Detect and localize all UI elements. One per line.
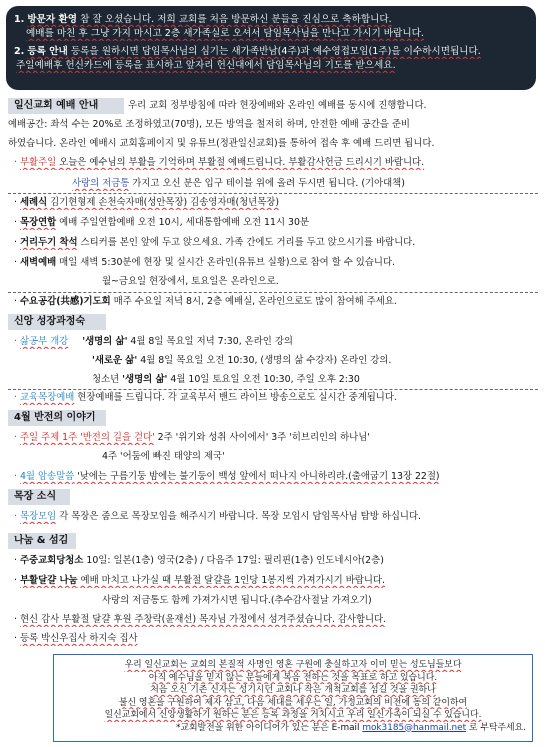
mokjang-section-header: 목장 소식 [8, 489, 70, 505]
church-vision-box [53, 654, 533, 742]
bullet: · [14, 575, 17, 586]
education-label: 교육목장예배 [19, 392, 75, 403]
bullet: · [14, 392, 17, 403]
registration-text-2: 주일예배후 헌신카드에 등록을 표시하고 앞자리 헌신대에서 담임목사님의 기도를 받으세요. [16, 60, 396, 71]
youth-label: 청소년 [92, 374, 123, 385]
offering-text: 현신 감사 부활절 달걀 후원 주창락(윤재선) 목자님 가정에서 섬겨주셨습니다. 감사합니다. [19, 614, 387, 625]
worship-intro: 우리 교회 정부방침에 따라 현장예배와 온라인 예배를 동시에 진행합니다. [128, 100, 427, 111]
dawn-prayer-text: 매일 새벽 5:30분에 현장 및 실시간 온라인(유튜브 실황)으로 참여 할 수 있습니다. [56, 257, 396, 268]
mokjang-union-notice [14, 216, 538, 230]
memory-verse-label: 4월 암송말씀 [19, 471, 75, 482]
email-line [54, 722, 532, 735]
cleaning-label: 주중교회당청소 [19, 555, 84, 566]
april-section-header: 4월 반전의 이야기 [8, 410, 106, 426]
bullet: · [14, 237, 17, 248]
memory-verse-line [14, 470, 538, 484]
bullet: · [14, 511, 17, 522]
register-line [14, 632, 538, 646]
sermon-theme-sub: 4주 '어둠에 빠진 태양의 제국' [102, 451, 225, 462]
welcome-number-1: 1. [14, 14, 25, 25]
vision-line-4: 불신 영혼을 구원하여 제자 삼고, 다음 세대를 세우는 일, 가정교회의 비전에 동의 같이하여 [118, 697, 468, 708]
wednesday-prayer-label: 수요공감(共感)기도회 [19, 296, 111, 307]
sharing-section-header: 나눔 & 섬김 [8, 533, 76, 549]
welcome-text-2: 예배를 마친 후 그냥 가지 마시고 2층 새가족실로 오셔서 담임목사님을 만나고 가시기 바랍니다. [26, 28, 424, 39]
education-notice [14, 391, 538, 405]
mokjang-union-text: 예배 주일연합예배 오전 10시, 세대통합예배 오전 11시 30분 [56, 217, 309, 228]
life-course-title: '생명의 삶' [82, 336, 128, 347]
bullet: · [14, 471, 17, 482]
easter-egg-line [14, 574, 538, 588]
new-life-course-time: 4월 8일 목요일 오전 10:30, (생명의 삶 수강자) 온라인 강의. [137, 355, 392, 366]
welcome-number-2: 2. [14, 46, 25, 57]
easter-egg-label: 부활달걀 나눔 [19, 575, 78, 586]
cleaning-line [14, 554, 538, 568]
new-life-course-title: '새로운 삶' [92, 355, 138, 366]
sermon-theme-text: 2주 '위기와 성취 사이에서' 3주 '히브리인의 하나님' [154, 432, 370, 443]
divider [8, 193, 538, 194]
vision-line-5: 일신교회에서 신앙생활하기 원하는 분은 등록 과정을 거치시고 우리 일신가족이 되실 수 있습니다. [104, 710, 482, 720]
easter-text: 오늘은 예수님의 부활을 기억하며 부활절 예배드립니다. 부활감사헌금 드리시기 바랍니다. [56, 157, 425, 168]
bullet: · [14, 157, 17, 168]
register-text: 등록 박신우집사 하지숙 집사 [19, 633, 138, 644]
youth-course-title: '생명의 삶' [122, 374, 168, 385]
vision-line-3: 처음 오신 기존 신자는 성기시던 교회나 작은 개척교회를 섬길 것을 권하나 [150, 685, 436, 695]
memory-verse-text: '낮에는 구름기둥 밤에는 불기둥이 백성 앞에서 떠나지 아니하리라.(출애굽기 13장 22절) [74, 471, 440, 482]
baptism-notice [14, 196, 538, 210]
easter-notice [14, 156, 538, 170]
mokjang-meeting-text: 각 목장은 줌으로 목장모임을 해주시기 바랍니다. 목장 모임시 담임목사님 탐방 하십니다. [59, 511, 421, 522]
bullet: · [14, 614, 17, 625]
email-suffix: 로 부탁주세요. [466, 722, 526, 733]
distance-text: 스티커를 본인 앞에 두고 앉으세요. 가족 간에도 거리를 두고 앉으시기를 바랍니다. [77, 237, 416, 248]
life-study-line1 [14, 335, 538, 349]
bullet: · [14, 257, 17, 268]
vision-line-2: 아직 예수님을 믿지 않는 분들에게 복음 전하는 것을 목표로 하고 있습니다. [148, 672, 438, 683]
mokjang-meeting-label: 목장모임 [19, 511, 57, 522]
faith-section-header: 신앙 성장과정숙 [8, 314, 106, 330]
bullet: · [14, 197, 17, 208]
baptism-text: 김기현형제 손천숙자매(성안목장) 김송영자매(청년목장) [47, 197, 280, 208]
mokjang-union-label: 목장연합 [19, 217, 57, 228]
dawn-prayer-sub: 월~금요일 현장에서, 토요일은 온라인으로. [102, 276, 279, 287]
bullet: · [14, 555, 17, 566]
email-prefix: *교회발전을 위한 아이디어가 있는 분은 E-mail [175, 722, 363, 733]
life-course-time: 4월 8일 목요일 저녁 7:30, 온라인 강의 [127, 336, 293, 347]
sermon-theme-line [14, 431, 538, 445]
mokjang-meeting-line [14, 510, 538, 524]
piggy-bank-label: 사랑의 저금통 [72, 178, 130, 189]
easter-egg-text: 예배 마치고 나가실 때 부활절 달걀을 1인당 1봉지씩 가져가시기 바랍니다. [77, 575, 385, 586]
bullet: · [14, 633, 17, 644]
registration-title: 등록 안내 [27, 46, 68, 57]
life-study-line2 [92, 354, 538, 368]
divider [8, 292, 538, 293]
welcome-notice [6, 6, 536, 90]
easter-label: 부활주일 [19, 157, 57, 168]
bullet: · [14, 296, 17, 307]
offering-line [14, 613, 538, 627]
vision-line-1: 우리 일신교회는 교회의 본질적 사명인 영혼 구원에 충실하고자 이미 믿는 성도님들보다 [124, 660, 462, 670]
wednesday-prayer-text: 매주 수요일 저녁 8시, 2층 예배실, 온라인으로도 많이 참여해 주세요. [110, 296, 397, 307]
easter-egg-sub: 사랑의 저금통도 함께 가져가시면 됩니다.(추수감사절날 가져오기) [102, 595, 372, 606]
worship-space-line1: 예배공간: 좌석 수는 20%로 조정하였고(70명), 모든 방역을 철저히 하며, 안전한 예배 공간을 준비 [8, 119, 410, 130]
divider [8, 389, 538, 390]
email-link[interactable]: mok3185@hanmail.net [362, 722, 467, 733]
welcome-title: 방문자 환영 [27, 14, 78, 25]
piggy-bank-text: 가지고 오신 분은 입구 테이블 위에 올려 두시면 됩니다. (기아대책) [129, 178, 405, 189]
education-text: 현장예배를 드립니다. 각 교육부서 밴드 라이브 방송으로도 실시간 중계됩니다. [74, 392, 397, 403]
life-study-line3 [92, 373, 538, 387]
bullet: · [14, 336, 17, 347]
wednesday-prayer-notice [14, 295, 538, 309]
cleaning-text: 10일: 일본(1층) 영국(2층) / 다음주 17일: 필리핀(1층) 인도네시아(2층) [83, 555, 384, 566]
youth-course-time: 4월 10일 토요일 오전 10:30, 주일 오후 2:30 [167, 374, 360, 385]
bullet: · [14, 217, 17, 228]
worship-space-line2: 하였습니다. 온라인 예배시 교회홈페이지 및 유튜브(정관일신교회)를 통하여 접속 후 예배 드리면 됩니다. [8, 138, 435, 149]
distance-label: 거리두기 착석 [19, 237, 78, 248]
registration-text-1: 등록을 원하시면 담임목사님의 심기는 새가족반남(4주)과 예수영접모임(1주)을 이수하시면됩니다. [67, 46, 481, 57]
dawn-prayer-label: 새벽예배 [19, 257, 57, 268]
dawn-prayer-notice [14, 256, 538, 270]
sermon-theme-label: 주일 주제 1주 '반전의 길을 걷다' [19, 432, 155, 443]
worship-section-header: 일신교회 예배 안내 [8, 98, 124, 114]
life-study-label: 삶공부 개강 [19, 336, 69, 347]
bullet: · [14, 432, 17, 443]
baptism-label: 세례식 [19, 197, 48, 208]
piggy-bank-notice [72, 177, 538, 191]
welcome-text-1: 참 잘 오셨습니다. 저희 교회를 처음 방문하신 분들을 진심으로 축하합니다. [77, 14, 392, 25]
distance-notice [14, 236, 538, 250]
